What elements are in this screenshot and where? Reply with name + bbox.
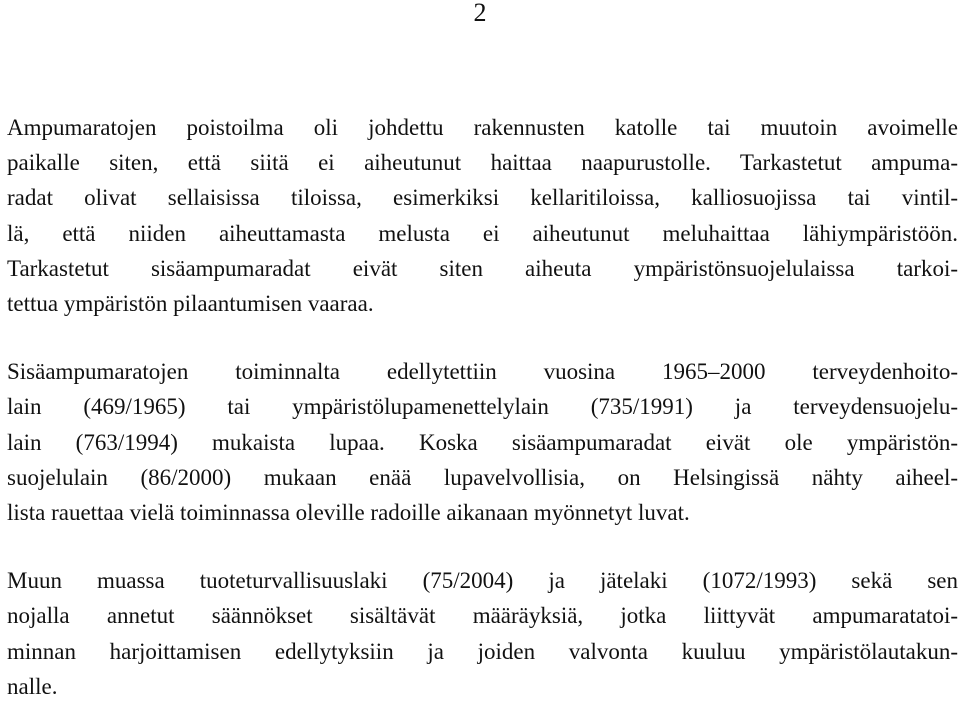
paragraph-line: tettua ympäristön pilaantumisen vaaraa. bbox=[7, 291, 374, 317]
paragraph-line: lä, että niiden aiheuttamasta melusta ei aiheutunut meluhaittaa lähiympäristöön. bbox=[7, 220, 958, 246]
paragraph-line: nojalla annetut säännökset sisältävät määräyksiä, jotka liittyvät ampumaratatoi- bbox=[7, 603, 958, 629]
document-body bbox=[7, 110, 958, 704]
paragraph-3 bbox=[7, 563, 958, 704]
paragraph-line: Tarkastetut sisäampumaradat eivät siten aiheuta ympäristönsuojelulaissa tarkoi- bbox=[7, 255, 958, 281]
paragraph-line: lain (763/1994) mukaista lupaa. Koska sisäampumaradat eivät ole ympäristön- bbox=[7, 429, 958, 455]
paragraph-line: Sisäampumaratojen toiminnalta edellytettiin vuosina 1965–2000 terveydenhoito- bbox=[7, 359, 958, 385]
paragraph-line: lista rauettaa vielä toiminnassa oleville radoille aikanaan myönnetyt luvat. bbox=[7, 500, 690, 526]
paragraph-1 bbox=[7, 110, 958, 321]
paragraph-line: suojelulain (86/2000) mukaan enää lupavelvollisia, on Helsingissä nähty aiheel- bbox=[7, 464, 958, 490]
paragraph-line: nalle. bbox=[7, 673, 58, 699]
paragraph-line: radat olivat sellaisissa tiloissa, esimerkiksi kellaritiloissa, kalliosuojissa tai vintil- bbox=[7, 185, 958, 211]
paragraph-line: Ampumaratojen poistoilma oli johdettu rakennusten katolle tai muutoin avoimelle bbox=[7, 115, 958, 140]
paragraph-line: paikalle siten, että siitä ei aiheutunut haittaa naapurustolle. Tarkastetut ampuma- bbox=[7, 150, 958, 176]
paragraph-line: minnan harjoittamisen edellytyksiin ja joiden valvonta kuuluu ympäristölautakun- bbox=[7, 638, 958, 664]
paragraph-line: lain (469/1965) tai ympäristölupamenettelylain (735/1991) ja terveydensuojelu- bbox=[7, 394, 958, 420]
paragraph-line: Muun muassa tuoteturvallisuuslaki (75/2004) ja jätelaki (1072/1993) sekä sen bbox=[7, 568, 958, 594]
paragraph-2 bbox=[7, 354, 958, 530]
page-number: 2 bbox=[473, 0, 487, 27]
